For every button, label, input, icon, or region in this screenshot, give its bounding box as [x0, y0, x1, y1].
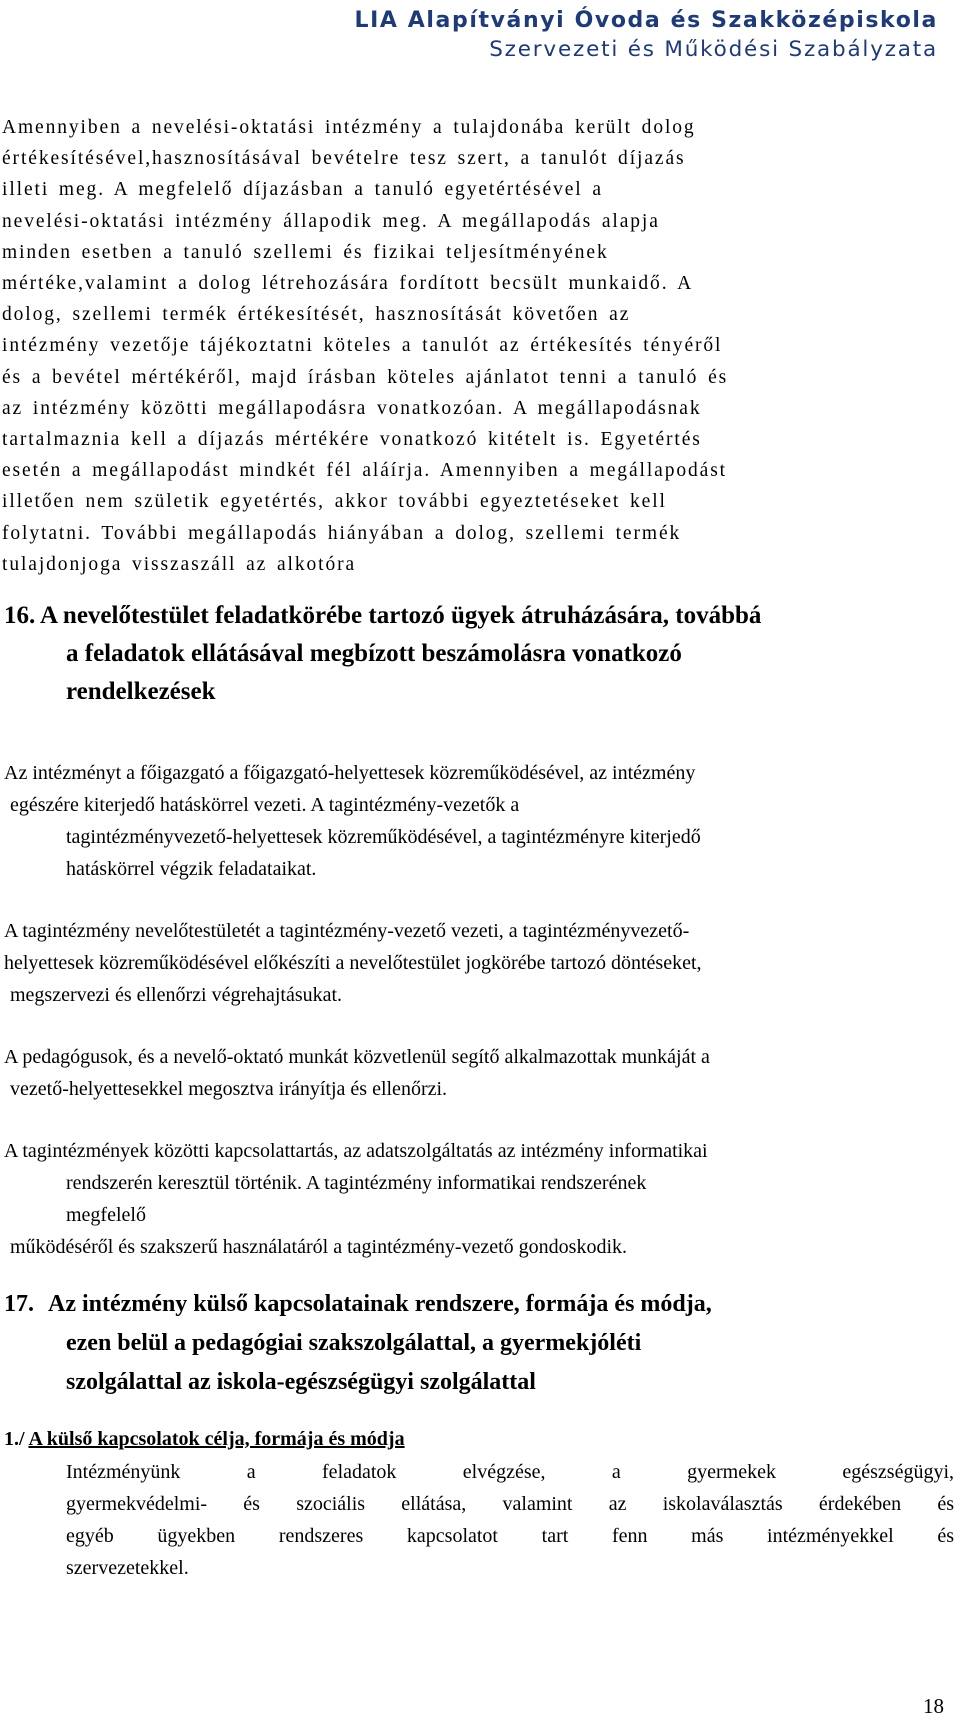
- heading-line: rendelkezések: [66, 678, 216, 705]
- text-line: megfelelő: [66, 1204, 146, 1226]
- text-line: hatáskörrel végzik feladataikat.: [66, 858, 317, 880]
- page-header: [354, 6, 938, 64]
- subsection-number: 1./: [4, 1428, 25, 1450]
- text-line: egyéb ügyekben rendszeres kapcsolatot tart fenn más intézményekkel és: [66, 1525, 954, 1547]
- text-line: Intézményünk a feladatok elvégzése, a gyermekek egészségügyi,: [66, 1461, 954, 1483]
- page-number: 18: [923, 1694, 944, 1718]
- text-line: A tagintézmények közötti kapcsolattartás, az adatszolgáltatás az intézmény informatikai: [4, 1140, 708, 1162]
- text-line: helyettesek közreműködésével előkészíti a nevelőtestület jogkörébe tartozó döntéseket,: [4, 952, 702, 974]
- text-line: illetően nem születik egyetértés, akkor további egyeztetéseket kell: [2, 491, 667, 513]
- text-line: és a bevétel mértékéről, majd írásban köteles ajánlatot tenni a tanuló és: [2, 366, 729, 388]
- text-line: Az intézményt a főigazgató a főigazgató-helyettesek közreműködésével, az intézmény: [4, 762, 696, 784]
- text-line: rendszerén keresztül történik. A tagintézmény informatikai rendszerének: [66, 1172, 647, 1194]
- heading-line: Az intézmény külső kapcsolatainak rendszere, formája és módja,: [48, 1291, 712, 1317]
- text-line: gyermekvédelmi- és szociális ellátása, valamint az iskolaválasztás érdekében és: [66, 1493, 954, 1515]
- text-line: vezető-helyettesekkel megosztva irányítja és ellenőrzi.: [10, 1078, 448, 1100]
- section-number: 16.: [4, 602, 36, 629]
- text-line: illeti meg. A megfelelő díjazásban a tanuló egyetértésével a: [2, 179, 603, 201]
- text-line: A tagintézmény nevelőtestületét a tagintézmény-vezető vezeti, a tagintézményvezető-: [4, 920, 690, 942]
- text-line: működéséről és szakszerű használatáról a tagintézmény-vezető gondoskodik.: [10, 1236, 628, 1258]
- school-name: LIA Alapítványi Óvoda és Szakközépiskola: [354, 8, 938, 33]
- text-line: tulajdonjoga visszaszáll az alkotóra: [2, 553, 357, 575]
- document-title: Szervezeti és Működési Szabályzata: [489, 37, 938, 62]
- text-line: nevelési-oktatási intézmény állapodik meg. A megállapodás alapja: [2, 210, 660, 232]
- heading-line: A nevelőtestület feladatkörébe tartozó ügyek átruházására, továbbá: [40, 602, 762, 629]
- subsection-title: A külső kapcsolatok célja, formája és módja: [28, 1428, 405, 1450]
- text-line: esetén a megállapodást mindkét fél aláírja. Amennyiben a megállapodást: [2, 460, 728, 482]
- text-line: tagintézményvezető-helyettesek közreműködésével, a tagintézményre kiterjedő: [66, 826, 701, 848]
- text-line: dolog, szellemi termék értékesítését, hasznosítását követően az: [2, 304, 631, 326]
- text-line: tartalmaznia kell a díjazás mértékére vonatkozó kitételt is. Egyetértés: [2, 429, 702, 451]
- text-line: értékesítésével,hasznosításával bevételre tesz szert, a tanulót díjazás: [2, 148, 686, 170]
- text-line: folytatni. További megállapodás hiányában a dolog, szellemi termék: [2, 522, 682, 544]
- section-number: 17.: [4, 1291, 34, 1317]
- text-line: intézmény vezetője tájékoztatni köteles a tanulót az értékesítés tényéről: [2, 335, 723, 357]
- text-line: A pedagógusok, és a nevelő-oktató munkát közvetlenül segítő alkalmazottak munkáját a: [4, 1046, 710, 1068]
- text-line: mértéke,valamint a dolog létrehozására fordított becsült munkaidő. A: [2, 273, 694, 295]
- text-line: szervezetekkel.: [66, 1557, 189, 1579]
- heading-line: ezen belül a pedagógiai szakszolgálattal, a gyermekjóléti: [66, 1330, 642, 1356]
- text-line: minden esetben a tanuló szellemi és fizikai teljesítményének: [2, 241, 609, 263]
- heading-line: a feladatok ellátásával megbízott beszámolásra vonatkozó: [66, 640, 682, 667]
- text-line: az intézmény közötti megállapodásra vonatkozóan. A megállapodásnak: [2, 397, 702, 419]
- text-line: egészére kiterjedő hatáskörrel vezeti. A tagintézmény-vezetők a: [10, 794, 520, 816]
- subsection-heading: [4, 1424, 405, 1454]
- heading-line: szolgálattal az iskola-egészségügyi szolgálattal: [66, 1369, 536, 1395]
- text-line: megszervezi és ellenőrzi végrehajtásukat.: [10, 984, 343, 1006]
- text-line: Amennyiben a nevelési-oktatási intézmény a tulajdonába került dolog: [2, 117, 696, 138]
- subsection-paragraph: [66, 1456, 954, 1584]
- intro-paragraph: [2, 112, 956, 580]
